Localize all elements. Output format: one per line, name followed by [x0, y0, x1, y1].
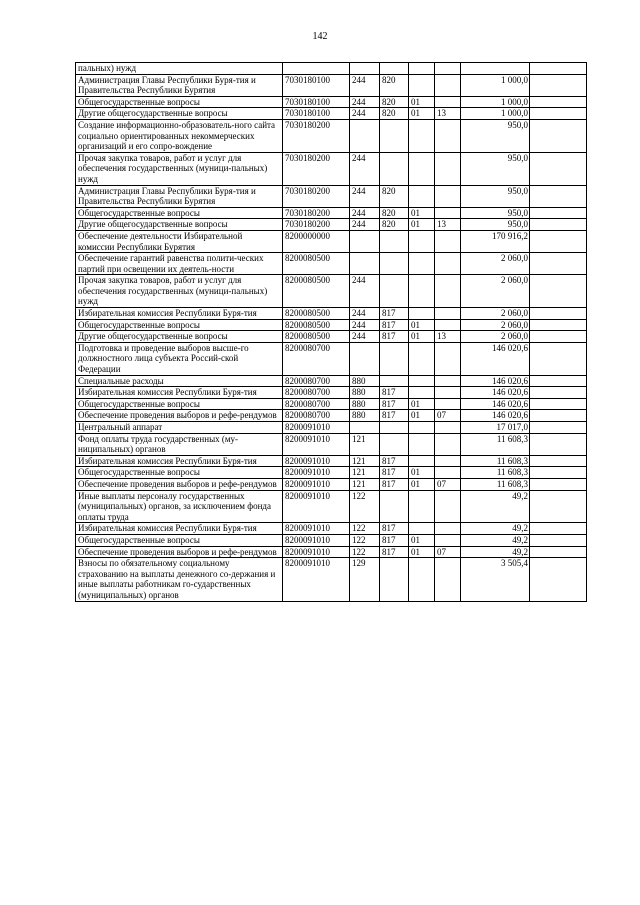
row-section-cell — [409, 490, 435, 523]
row-name-cell: Прочая закупка товаров, работ и услуг для обеспечения государственных (муници-пальных) нужд — [76, 275, 283, 308]
row-target-code-cell: 8200080700 — [283, 410, 350, 422]
table-row — [76, 253, 587, 275]
table-row — [76, 230, 587, 252]
row-name-cell: Обеспечение проведения выборов и рефе-рендумов — [76, 546, 283, 558]
row-department-cell — [380, 119, 409, 152]
row-name-cell: Создание информационно-образователь-ного сайта социально ориентированных некоммерческих организаций и его сопро-вождение — [76, 119, 283, 152]
row-amount-cell: 3 505,4 — [461, 558, 530, 601]
row-subsection-cell — [435, 375, 461, 387]
row-department-cell — [380, 63, 409, 75]
row-expense-type-cell: 121 — [350, 478, 380, 490]
row-department-cell: 820 — [380, 219, 409, 231]
row-department-cell — [380, 152, 409, 185]
row-section-cell — [409, 63, 435, 75]
row-subsection-cell — [435, 96, 461, 108]
table-row — [76, 422, 587, 434]
row-amount-cell: 950,0 — [461, 207, 530, 219]
row-section-cell — [409, 342, 435, 375]
row-department-cell: 820 — [380, 96, 409, 108]
row-section-cell — [409, 152, 435, 185]
row-name-cell: Общегосударственные вопросы — [76, 398, 283, 410]
row-expense-type-cell: 244 — [350, 207, 380, 219]
table-row — [76, 523, 587, 535]
row-section-cell — [409, 253, 435, 275]
table-row — [76, 467, 587, 479]
row-subsection-cell — [435, 319, 461, 331]
row-expense-type-cell: 880 — [350, 410, 380, 422]
page-number: 142 — [312, 31, 328, 42]
row-extra-empty-cell — [530, 342, 587, 375]
row-department-cell: 820 — [380, 207, 409, 219]
row-department-cell: 820 — [380, 108, 409, 120]
row-target-code-cell: 8200000000 — [283, 230, 350, 252]
row-target-code-cell: 7030180100 — [283, 74, 350, 96]
row-extra-empty-cell — [530, 63, 587, 75]
row-name-cell: Администрация Главы Республики Буря-тия и Правительства Республики Бурятия — [76, 74, 283, 96]
row-expense-type-cell — [350, 422, 380, 434]
row-subsection-cell: 07 — [435, 478, 461, 490]
row-amount-cell: 49,2 — [461, 490, 530, 523]
row-target-code-cell: 7030180200 — [283, 219, 350, 231]
row-amount-cell: 11 608,3 — [461, 433, 530, 455]
row-department-cell — [380, 433, 409, 455]
row-department-cell — [380, 422, 409, 434]
row-department-cell: 817 — [380, 331, 409, 343]
row-department-cell: 820 — [380, 74, 409, 96]
row-department-cell: 817 — [380, 478, 409, 490]
row-target-code-cell: 8200080700 — [283, 398, 350, 410]
row-extra-empty-cell — [530, 119, 587, 152]
table-row — [76, 185, 587, 207]
row-section-cell — [409, 387, 435, 399]
row-amount-cell: 146 020,6 — [461, 342, 530, 375]
row-extra-empty-cell — [530, 523, 587, 535]
table-body — [76, 63, 587, 602]
row-target-code-cell: 8200091010 — [283, 433, 350, 455]
row-target-code-cell: 7030180100 — [283, 96, 350, 108]
row-target-code-cell: 8200091010 — [283, 478, 350, 490]
row-extra-empty-cell — [530, 308, 587, 320]
row-expense-type-cell: 121 — [350, 467, 380, 479]
row-department-cell — [380, 253, 409, 275]
row-amount-cell: 146 020,6 — [461, 387, 530, 399]
row-target-code-cell: 8200091010 — [283, 523, 350, 535]
row-target-code-cell: 7030180200 — [283, 119, 350, 152]
row-section-cell: 01 — [409, 96, 435, 108]
row-section-cell — [409, 375, 435, 387]
table-row — [76, 375, 587, 387]
row-subsection-cell — [435, 207, 461, 219]
row-subsection-cell — [435, 275, 461, 308]
row-target-code-cell: 7030180200 — [283, 207, 350, 219]
row-amount-cell: 950,0 — [461, 119, 530, 152]
row-extra-empty-cell — [530, 108, 587, 120]
table-row — [76, 433, 587, 455]
row-extra-empty-cell — [530, 467, 587, 479]
row-expense-type-cell: 244 — [350, 108, 380, 120]
row-target-code-cell: 8200080700 — [283, 342, 350, 375]
row-section-cell — [409, 558, 435, 601]
row-expense-type-cell — [350, 253, 380, 275]
row-extra-empty-cell — [530, 387, 587, 399]
row-extra-empty-cell — [530, 152, 587, 185]
row-section-cell — [409, 308, 435, 320]
table-row — [76, 546, 587, 558]
row-amount-cell — [461, 63, 530, 75]
row-subsection-cell — [435, 534, 461, 546]
row-amount-cell: 950,0 — [461, 219, 530, 231]
row-name-cell: Общегосударственные вопросы — [76, 467, 283, 479]
table-row — [76, 96, 587, 108]
row-expense-type-cell — [350, 119, 380, 152]
row-subsection-cell — [435, 558, 461, 601]
table-row — [76, 63, 587, 75]
row-section-cell — [409, 230, 435, 252]
row-amount-cell: 2 060,0 — [461, 275, 530, 308]
row-name-cell: Центральный аппарат — [76, 422, 283, 434]
row-target-code-cell: 8200091010 — [283, 467, 350, 479]
row-extra-empty-cell — [530, 422, 587, 434]
table-row — [76, 119, 587, 152]
row-amount-cell: 146 020,6 — [461, 398, 530, 410]
row-expense-type-cell: 880 — [350, 398, 380, 410]
row-name-cell: Избирательная комиссия Республики Буря-тия — [76, 387, 283, 399]
row-amount-cell: 11 608,3 — [461, 478, 530, 490]
table-row — [76, 152, 587, 185]
row-amount-cell: 11 608,3 — [461, 455, 530, 467]
table-row — [76, 331, 587, 343]
row-subsection-cell: 07 — [435, 546, 461, 558]
row-subsection-cell: 07 — [435, 410, 461, 422]
row-department-cell: 817 — [380, 523, 409, 535]
row-expense-type-cell: 122 — [350, 523, 380, 535]
row-amount-cell: 146 020,6 — [461, 375, 530, 387]
table-row — [76, 219, 587, 231]
row-name-cell: Другие общегосударственные вопросы — [76, 331, 283, 343]
row-department-cell: 817 — [380, 398, 409, 410]
budget-table — [75, 62, 587, 602]
row-expense-type-cell: 244 — [350, 308, 380, 320]
row-target-code-cell: 8200080500 — [283, 308, 350, 320]
row-expense-type-cell: 244 — [350, 219, 380, 231]
row-expense-type-cell: 244 — [350, 152, 380, 185]
row-expense-type-cell: 244 — [350, 74, 380, 96]
table-row — [76, 74, 587, 96]
row-target-code-cell — [283, 63, 350, 75]
row-subsection-cell: 13 — [435, 331, 461, 343]
row-department-cell — [380, 558, 409, 601]
row-extra-empty-cell — [530, 185, 587, 207]
row-extra-empty-cell — [530, 319, 587, 331]
row-extra-empty-cell — [530, 96, 587, 108]
row-section-cell: 01 — [409, 331, 435, 343]
row-subsection-cell — [435, 63, 461, 75]
row-subsection-cell — [435, 433, 461, 455]
row-section-cell — [409, 185, 435, 207]
row-name-cell: Общегосударственные вопросы — [76, 96, 283, 108]
row-amount-cell: 170 916,2 — [461, 230, 530, 252]
row-section-cell: 01 — [409, 207, 435, 219]
row-subsection-cell — [435, 185, 461, 207]
row-department-cell — [380, 490, 409, 523]
row-name-cell: пальных) нужд — [76, 63, 283, 75]
row-extra-empty-cell — [530, 558, 587, 601]
row-subsection-cell — [435, 74, 461, 96]
row-amount-cell: 2 060,0 — [461, 253, 530, 275]
row-expense-type-cell — [350, 342, 380, 375]
row-extra-empty-cell — [530, 219, 587, 231]
row-subsection-cell — [435, 398, 461, 410]
row-department-cell: 817 — [380, 534, 409, 546]
row-expense-type-cell: 244 — [350, 96, 380, 108]
row-section-cell: 01 — [409, 108, 435, 120]
row-section-cell: 01 — [409, 219, 435, 231]
row-subsection-cell — [435, 230, 461, 252]
row-name-cell: Избирательная комиссия Республики Буря-тия — [76, 308, 283, 320]
row-target-code-cell: 8200080700 — [283, 387, 350, 399]
row-expense-type-cell: 122 — [350, 546, 380, 558]
row-name-cell: Обеспечение гарантий равенства полити-ческих партий при освещении их деятель-ности — [76, 253, 283, 275]
row-name-cell: Обеспечение проведения выборов и рефе-рендумов — [76, 410, 283, 422]
row-name-cell: Взносы по обязательному социальному страхованию на выплаты денежного со-держания и иные выплаты работникам го-сударственных (муниципальных) органов — [76, 558, 283, 601]
row-name-cell: Избирательная комиссия Республики Буря-тия — [76, 523, 283, 535]
row-amount-cell: 950,0 — [461, 152, 530, 185]
row-section-cell — [409, 422, 435, 434]
row-section-cell: 01 — [409, 410, 435, 422]
row-expense-type-cell: 880 — [350, 375, 380, 387]
row-amount-cell: 17 017,0 — [461, 422, 530, 434]
row-subsection-cell — [435, 342, 461, 375]
row-name-cell: Подготовка и проведение выборов высше-го должностного лица субъекта Россий-ской Федерации — [76, 342, 283, 375]
row-section-cell: 01 — [409, 478, 435, 490]
table-row — [76, 455, 587, 467]
row-expense-type-cell: 244 — [350, 319, 380, 331]
row-expense-type-cell — [350, 230, 380, 252]
row-department-cell: 817 — [380, 546, 409, 558]
table-row — [76, 558, 587, 601]
row-expense-type-cell: 121 — [350, 433, 380, 455]
row-target-code-cell: 8200091010 — [283, 422, 350, 434]
table-row — [76, 308, 587, 320]
row-expense-type-cell: 244 — [350, 275, 380, 308]
table-row — [76, 398, 587, 410]
row-target-code-cell: 7030180200 — [283, 185, 350, 207]
row-amount-cell: 1 000,0 — [461, 74, 530, 96]
row-amount-cell: 1 000,0 — [461, 96, 530, 108]
row-amount-cell: 49,2 — [461, 546, 530, 558]
table-row — [76, 275, 587, 308]
row-extra-empty-cell — [530, 74, 587, 96]
row-section-cell — [409, 119, 435, 152]
row-amount-cell: 2 060,0 — [461, 331, 530, 343]
row-expense-type-cell: 122 — [350, 534, 380, 546]
row-section-cell: 01 — [409, 398, 435, 410]
row-amount-cell: 950,0 — [461, 185, 530, 207]
row-department-cell: 817 — [380, 387, 409, 399]
row-target-code-cell: 8200080500 — [283, 253, 350, 275]
row-name-cell: Обеспечение проведения выборов и рефе-рендумов — [76, 478, 283, 490]
row-name-cell: Избирательная комиссия Республики Буря-тия — [76, 455, 283, 467]
row-subsection-cell — [435, 253, 461, 275]
row-department-cell — [380, 275, 409, 308]
row-name-cell: Общегосударственные вопросы — [76, 534, 283, 546]
row-extra-empty-cell — [530, 433, 587, 455]
row-expense-type-cell: 121 — [350, 455, 380, 467]
row-expense-type-cell: 880 — [350, 387, 380, 399]
row-section-cell: 01 — [409, 534, 435, 546]
row-expense-type-cell — [350, 63, 380, 75]
row-section-cell — [409, 74, 435, 96]
row-section-cell — [409, 433, 435, 455]
row-department-cell — [380, 375, 409, 387]
table-row — [76, 108, 587, 120]
row-department-cell: 817 — [380, 410, 409, 422]
row-extra-empty-cell — [530, 490, 587, 523]
table-row — [76, 387, 587, 399]
row-target-code-cell: 8200091010 — [283, 558, 350, 601]
row-department-cell — [380, 342, 409, 375]
row-subsection-cell — [435, 119, 461, 152]
row-extra-empty-cell — [530, 253, 587, 275]
row-subsection-cell — [435, 422, 461, 434]
row-section-cell — [409, 455, 435, 467]
row-department-cell: 817 — [380, 455, 409, 467]
row-subsection-cell: 13 — [435, 219, 461, 231]
row-target-code-cell: 8200080500 — [283, 319, 350, 331]
row-extra-empty-cell — [530, 230, 587, 252]
row-section-cell: 01 — [409, 467, 435, 479]
row-amount-cell: 49,2 — [461, 523, 530, 535]
row-extra-empty-cell — [530, 207, 587, 219]
row-name-cell: Другие общегосударственные вопросы — [76, 219, 283, 231]
row-subsection-cell — [435, 523, 461, 535]
row-extra-empty-cell — [530, 546, 587, 558]
row-name-cell: Специальные расходы — [76, 375, 283, 387]
row-name-cell: Общегосударственные вопросы — [76, 319, 283, 331]
row-extra-empty-cell — [530, 375, 587, 387]
table-row — [76, 534, 587, 546]
row-target-code-cell: 8200091010 — [283, 534, 350, 546]
row-target-code-cell: 7030180100 — [283, 108, 350, 120]
table-row — [76, 410, 587, 422]
row-department-cell: 817 — [380, 319, 409, 331]
row-amount-cell: 11 608,3 — [461, 467, 530, 479]
row-department-cell: 817 — [380, 467, 409, 479]
row-amount-cell: 2 060,0 — [461, 319, 530, 331]
row-target-code-cell: 8200080700 — [283, 375, 350, 387]
row-expense-type-cell: 244 — [350, 331, 380, 343]
row-section-cell — [409, 275, 435, 308]
row-amount-cell: 2 060,0 — [461, 308, 530, 320]
row-subsection-cell — [435, 490, 461, 523]
row-subsection-cell — [435, 455, 461, 467]
row-subsection-cell — [435, 467, 461, 479]
row-section-cell: 01 — [409, 546, 435, 558]
row-name-cell: Администрация Главы Республики Буря-тия и Правительства Республики Бурятия — [76, 185, 283, 207]
row-target-code-cell: 8200091010 — [283, 490, 350, 523]
row-name-cell: Фонд оплаты труда государственных (му-ниципальных) органов — [76, 433, 283, 455]
row-department-cell: 817 — [380, 308, 409, 320]
row-section-cell: 01 — [409, 319, 435, 331]
row-expense-type-cell: 129 — [350, 558, 380, 601]
row-name-cell: Прочая закупка товаров, работ и услуг для обеспечения государственных (муници-пальных) нужд — [76, 152, 283, 185]
row-section-cell — [409, 523, 435, 535]
table-row — [76, 490, 587, 523]
row-extra-empty-cell — [530, 398, 587, 410]
row-amount-cell: 146 020,6 — [461, 410, 530, 422]
row-target-code-cell: 8200091010 — [283, 546, 350, 558]
row-subsection-cell — [435, 387, 461, 399]
row-department-cell: 820 — [380, 185, 409, 207]
row-target-code-cell: 7030180200 — [283, 152, 350, 185]
row-target-code-cell: 8200080500 — [283, 275, 350, 308]
table-row — [76, 319, 587, 331]
row-extra-empty-cell — [530, 275, 587, 308]
row-extra-empty-cell — [530, 331, 587, 343]
row-target-code-cell: 8200080500 — [283, 331, 350, 343]
row-subsection-cell — [435, 308, 461, 320]
row-name-cell: Иные выплаты персоналу государственных (муниципальных) органов, за исключением фонда оплаты труда — [76, 490, 283, 523]
row-extra-empty-cell — [530, 534, 587, 546]
row-extra-empty-cell — [530, 478, 587, 490]
table-row — [76, 478, 587, 490]
row-subsection-cell: 13 — [435, 108, 461, 120]
row-expense-type-cell: 244 — [350, 185, 380, 207]
row-department-cell — [380, 230, 409, 252]
row-expense-type-cell: 122 — [350, 490, 380, 523]
row-amount-cell: 49,2 — [461, 534, 530, 546]
row-name-cell: Обеспечение деятельности Избирательной комиссии Республики Бурятия — [76, 230, 283, 252]
row-target-code-cell: 8200091010 — [283, 455, 350, 467]
table-row — [76, 342, 587, 375]
row-subsection-cell — [435, 152, 461, 185]
table-row — [76, 207, 587, 219]
row-name-cell: Общегосударственные вопросы — [76, 207, 283, 219]
row-extra-empty-cell — [530, 455, 587, 467]
row-extra-empty-cell — [530, 410, 587, 422]
row-amount-cell: 1 000,0 — [461, 108, 530, 120]
row-name-cell: Другие общегосударственные вопросы — [76, 108, 283, 120]
